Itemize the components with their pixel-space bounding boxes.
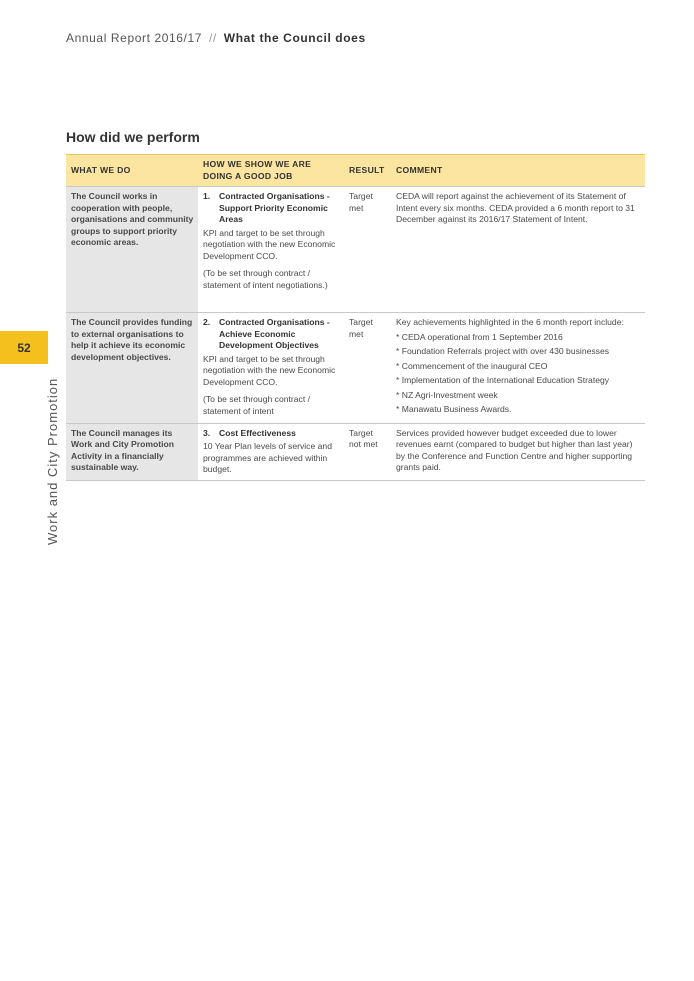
header-result: RESULT — [344, 155, 391, 187]
objective-name: Contracted Organisations - Achieve Economic Development Objectives — [219, 317, 330, 350]
header-comment: COMMENT — [391, 155, 645, 187]
objective-number: 2. — [203, 317, 211, 327]
objective-title — [203, 191, 340, 226]
page-number: 52 — [17, 340, 31, 355]
comment-cell: Services provided however budget exceeded due to lower revenues earnt (compared to budget but higher than last year) by the Conference and Function Centre and higher supporting grants paid. — [391, 423, 645, 480]
result-cell: Target met — [344, 313, 391, 424]
result-cell: Target met — [344, 187, 391, 313]
how-cell — [198, 187, 344, 313]
comment-cell — [391, 313, 645, 424]
objective-name: Contracted Organisations - Support Priority Economic Areas — [219, 191, 330, 224]
objective-title — [203, 428, 340, 440]
report-name: Annual Report 2016/17 — [66, 31, 203, 45]
table-row — [66, 187, 645, 313]
what-we-do-cell: The Council manages its Work and City Promotion Activity in a financially sustainable way. — [66, 423, 198, 480]
how-cell — [198, 313, 344, 424]
objective-name: Cost Effectiveness — [219, 427, 296, 438]
result-cell: Target not met — [344, 423, 391, 480]
comment-item: * CEDA operational from 1 September 2016 — [396, 331, 563, 342]
header-separator: // — [208, 31, 217, 45]
objective-title — [203, 317, 340, 352]
side-section-label: Work and City Promotion — [45, 377, 60, 545]
comment-item: * NZ Agri-Investment week — [396, 389, 498, 400]
running-header — [66, 31, 366, 45]
how-cell — [198, 423, 344, 480]
header-how: HOW WE SHOW WE ARE DOING A GOOD JOB — [198, 155, 344, 187]
performance-table — [66, 154, 645, 481]
header-what: WHAT WE DO — [66, 155, 198, 187]
kpi-text: 10 Year Plan levels of service and programmes are achieved within budget. — [203, 441, 332, 474]
comment-cell: CEDA will report against the achievement of its Statement of Intent every six months. CEDA provided a 6 month report to 31 December against its 2016/17 Statement of Intent. — [391, 187, 645, 313]
objective-number: 1. — [203, 191, 211, 201]
kpi-text: KPI and target to be set through negotiation with the new Economic Development CCO. — [203, 353, 336, 387]
kpi-note: (To be set through contract / statement of intent negotiations.) — [203, 268, 328, 290]
table-row — [66, 423, 645, 480]
comment-item: * Commencement of the inaugural CEO — [396, 360, 548, 371]
what-we-do-cell: The Council works in cooperation with people, organisations and community groups to support priority economic areas. — [66, 187, 198, 313]
what-we-do-cell: The Council provides funding to external organisations to help it achieve its economic development objectives. — [66, 313, 198, 424]
kpi-text: KPI and target to be set through negotiation with the new Economic Development CCO. — [203, 227, 336, 261]
table-header-row — [66, 155, 645, 187]
comment-item: * Foundation Referrals project with over 430 businesses — [396, 346, 610, 356]
kpi-note: (To be set through contract / statement of intent — [203, 394, 311, 416]
comment-item: * Implementation of the International Education Strategy — [396, 375, 610, 385]
comment-item: * Manawatu Business Awards. — [396, 404, 512, 414]
objective-number: 3. — [203, 427, 211, 438]
table-row — [66, 313, 645, 424]
comment-intro: Key achievements highlighted in the 6 month report include: — [396, 317, 624, 327]
page-number-tab — [0, 331, 48, 364]
section-name: What the Council does — [223, 31, 366, 45]
section-title: How did we perform — [66, 129, 200, 145]
